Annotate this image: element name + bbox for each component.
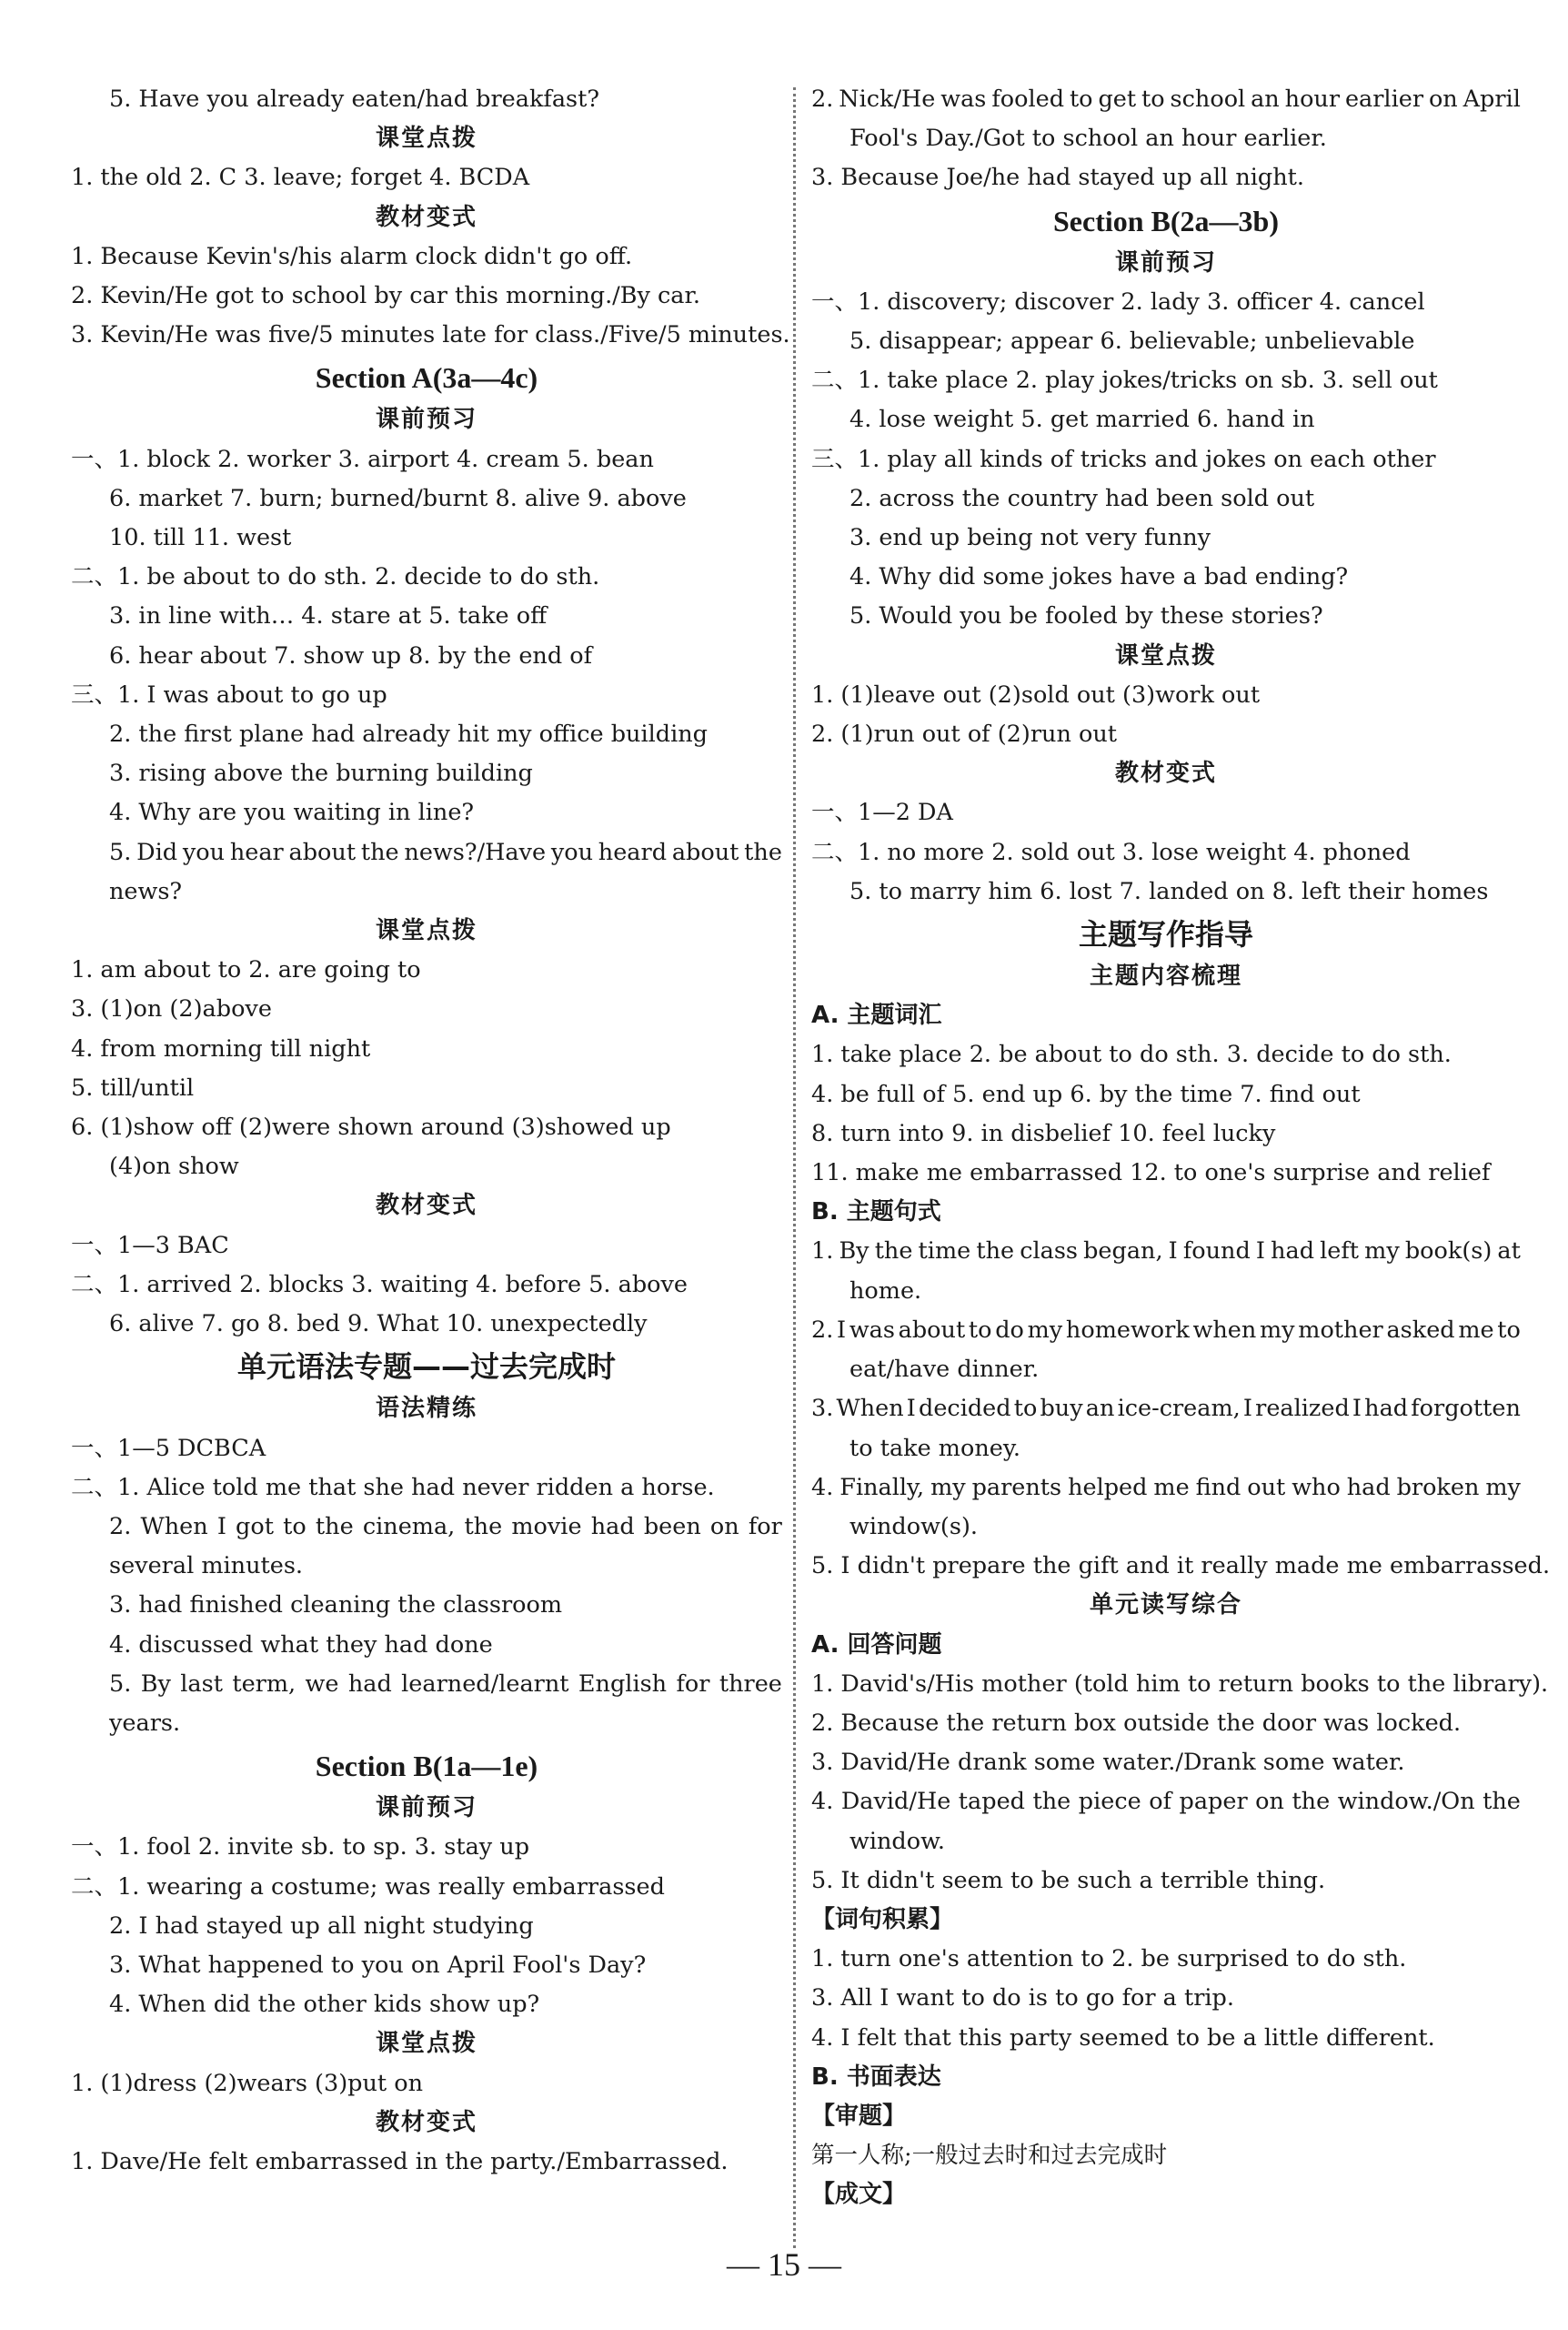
topic-title: 单元语法专题——过去完成时 bbox=[236, 1349, 616, 1385]
answer-line: 1. Dave/He felt embarrassed in the party./Embarrassed. bbox=[71, 2147, 729, 2175]
answer-line: 二、1. wearing a costume; was really embarrassed bbox=[71, 1872, 665, 1901]
answer-line: 6. (1)show off (2)were shown around (3)showed up bbox=[71, 1114, 671, 1142]
part-heading: A. 回答问题 bbox=[811, 1630, 942, 1659]
subsection-heading: 教材变式 bbox=[375, 2108, 477, 2136]
answer-line-indented: 3. had finished cleaning the classroom bbox=[109, 1591, 563, 1619]
part-heading: B. 主题句式 bbox=[811, 1198, 941, 1226]
subsection-heading: 教材变式 bbox=[375, 203, 477, 231]
answer-line: 1. the old 2. C 3. leave; forget 4. BCDA bbox=[71, 164, 530, 192]
answer-line-indented: 4. When did the other kids show up? bbox=[109, 1991, 540, 2019]
answer-line: 三、1. play all kinds of tricks and jokes on each other bbox=[811, 445, 1436, 473]
answer-line-indented: 3. in line with… 4. stare at 5. take off bbox=[109, 602, 548, 630]
subsection-heading: 课堂点拨 bbox=[1114, 641, 1217, 670]
answer-line-indented: (4)on show bbox=[109, 1153, 239, 1181]
answer-line: 二、1. Alice told me that she had never ridden a horse. bbox=[71, 1473, 715, 1501]
topic-title: 主题写作指导 bbox=[1078, 917, 1253, 953]
answer-line: 4. from morning till night bbox=[71, 1034, 371, 1063]
answer-line-indented: 4. Why did some jokes have a bad ending? bbox=[849, 563, 1349, 591]
answer-line: 一、1. discovery; discover 2. lady 3. officer 4. cancel bbox=[811, 287, 1425, 316]
answer-line-indented: 2. When I got to the cinema, the movie had been on for bbox=[109, 1512, 782, 1540]
answer-line-indented: to take money. bbox=[849, 1434, 1020, 1462]
section-title: Section A(3a—4c) bbox=[315, 361, 538, 395]
answer-line-indented: 10. till 11. west bbox=[109, 524, 292, 552]
answer-line: 1. David's/His mother (told him to return books to the library). bbox=[811, 1669, 1549, 1698]
answer-line-indented: 5. By last term, we had learned/learnt English for three bbox=[109, 1669, 782, 1698]
answer-line-indented: eat/have dinner. bbox=[849, 1356, 1040, 1384]
answer-line: 2. I was about to do my homework when my mother asked me to bbox=[811, 1316, 1521, 1344]
answer-line: 4. be full of 5. end up 6. by the time 7. find out bbox=[811, 1080, 1361, 1108]
part-heading: 【审题】 bbox=[811, 2102, 907, 2130]
answer-line: 11. make me embarrassed 12. to one's surprise and relief bbox=[811, 1159, 1491, 1187]
answer-line: 一、1—3 BAC bbox=[71, 1231, 229, 1259]
answer-line: 一、1—5 DCBCA bbox=[71, 1434, 266, 1462]
answer-line: 1. (1)leave out (2)sold out (3)work out bbox=[811, 681, 1261, 709]
answer-line: 3. All I want to do is to go for a trip. bbox=[811, 1984, 1234, 2012]
subsection-heading: 课前预习 bbox=[375, 1794, 477, 1822]
answer-line: 5. till/until bbox=[71, 1074, 195, 1102]
answer-line-indented: 3. end up being not very funny bbox=[849, 524, 1211, 552]
answer-line-indented: Fool's Day./Got to school an hour earlier. bbox=[849, 125, 1327, 153]
page-number: — 15 — bbox=[727, 2246, 841, 2283]
answer-line: 1. Because Kevin's/his alarm clock didn't go off. bbox=[71, 242, 633, 270]
subsection-heading: 语法精练 bbox=[375, 1395, 477, 1423]
subsection-heading: 课堂点拨 bbox=[375, 917, 477, 945]
answer-line-indented: news? bbox=[109, 877, 183, 905]
answer-line: 一、1. fool 2. invite sb. to sp. 3. stay up bbox=[71, 1833, 530, 1861]
answer-line: 4. Finally, my parents helped me find out who had broken my bbox=[811, 1473, 1521, 1501]
answer-line-indented: 2. I had stayed up all night studying bbox=[109, 1911, 534, 1940]
answer-line-indented: years. bbox=[109, 1709, 181, 1737]
answer-line-indented: several minutes. bbox=[109, 1552, 304, 1580]
answer-line: 二、1. take place 2. play jokes/tricks on sb. 3. sell out bbox=[811, 367, 1438, 395]
answer-line-indented: 5. Did you hear about the news?/Have you heard about the bbox=[109, 838, 782, 866]
answer-line: 三、1. I was about to go up bbox=[71, 681, 387, 709]
answer-line: 1. am about to 2. are going to bbox=[71, 956, 421, 984]
answer-line-indented: 4. Why are you waiting in line? bbox=[109, 799, 475, 827]
left-column bbox=[71, 80, 790, 2182]
right-column bbox=[811, 80, 1551, 2215]
answer-line: 1. (1)dress (2)wears (3)put on bbox=[71, 2069, 424, 2097]
answer-line-indented: 6. market 7. burn; burned/burnt 8. alive 9. above bbox=[109, 484, 687, 512]
answer-line-indented: window(s). bbox=[849, 1512, 978, 1540]
answer-line-indented: home. bbox=[849, 1276, 922, 1305]
answer-line: 3. (1)on (2)above bbox=[71, 995, 272, 1024]
answer-line: 2. Nick/He was fooled to get to school an hour earlier on April bbox=[811, 86, 1521, 113]
answer-line-indented: 3. rising above the burning building bbox=[109, 760, 533, 788]
answer-line: 二、1. no more 2. sold out 3. lose weight 4. phoned bbox=[811, 838, 1411, 866]
column-divider bbox=[793, 87, 796, 2248]
subsection-heading: 主题内容梳理 bbox=[1089, 963, 1242, 991]
answer-line-indented: 3. What happened to you on April Fool's Day? bbox=[109, 1951, 647, 1979]
subsection-heading: 单元读写综合 bbox=[1089, 1591, 1242, 1619]
answer-line-indented: 6. alive 7. go 8. bed 9. What 10. unexpectedly bbox=[109, 1310, 648, 1338]
answer-line: 3. When I decided to buy an ice-cream, I realized I had forgotten bbox=[811, 1395, 1521, 1423]
answer-line: 4. I felt that this party seemed to be a little different. bbox=[811, 2023, 1435, 2052]
answer-line-indented: 5. Have you already eaten/had breakfast? bbox=[109, 86, 600, 113]
answer-line: 二、1. arrived 2. blocks 3. waiting 4. before 5. above bbox=[71, 1270, 689, 1298]
answer-line-indented: 5. Would you be fooled by these stories? bbox=[849, 602, 1323, 630]
answer-line-indented: 4. discussed what they had done bbox=[109, 1630, 493, 1659]
answer-line: 5. It didn't seem to be such a terrible thing. bbox=[811, 1866, 1326, 1894]
subsection-heading: 课前预习 bbox=[1114, 248, 1217, 277]
answer-line: 1. turn one's attention to 2. be surprised to do sth. bbox=[811, 1945, 1407, 1973]
answer-line: 2. Because the return box outside the door was locked. bbox=[811, 1709, 1462, 1737]
answer-line-indented: window. bbox=[849, 1827, 945, 1855]
part-heading: A. 主题词汇 bbox=[811, 1002, 942, 1030]
section-title: Section B(2a—3b) bbox=[1053, 204, 1279, 237]
subsection-heading: 课堂点拨 bbox=[375, 2030, 477, 2058]
answer-line-indented: 6. hear about 7. show up 8. by the end of bbox=[109, 641, 593, 670]
answer-line: 3. Because Joe/he had stayed up all night. bbox=[811, 164, 1304, 192]
answer-line: 1. take place 2. be about to do sth. 3. decide to do sth. bbox=[811, 1041, 1452, 1069]
answer-line: 2. (1)run out of (2)run out bbox=[811, 721, 1118, 749]
answer-line-indented: 2. across the country had been sold out bbox=[849, 484, 1315, 512]
answer-line: 第一人称;一般过去时和过去完成时 bbox=[811, 2142, 1168, 2170]
answer-line: 一、1. block 2. worker 3. airport 4. cream 5. bean bbox=[71, 445, 654, 473]
answer-line-indented: 5. to marry him 6. lost 7. landed on 8. left their homes bbox=[849, 877, 1489, 905]
answer-line: 2. Kevin/He got to school by car this morning./By car. bbox=[71, 282, 700, 310]
answer-line: 3. David/He drank some water./Drank some water. bbox=[811, 1749, 1405, 1777]
subsection-heading: 课前预习 bbox=[375, 406, 477, 434]
answer-line-indented: 2. the first plane had already hit my office building bbox=[109, 721, 708, 749]
subsection-heading: 教材变式 bbox=[375, 1192, 477, 1220]
answer-line-indented: 5. disappear; appear 6. believable; unbelievable bbox=[849, 328, 1415, 356]
answer-line: 一、1—2 DA bbox=[811, 799, 953, 827]
section-title: Section B(1a—1e) bbox=[315, 1750, 538, 1783]
subsection-heading: 教材变式 bbox=[1114, 760, 1217, 788]
answer-line: 4. David/He taped the piece of paper on the window./On the bbox=[811, 1788, 1521, 1816]
part-heading: 【词句积累】 bbox=[811, 1905, 954, 1933]
answer-line: 1. By the time the class began, I found I had left my book(s) at bbox=[811, 1237, 1521, 1266]
answer-line: 二、1. be about to do sth. 2. decide to do sth. bbox=[71, 563, 600, 591]
answer-line: 3. Kevin/He was five/5 minutes late for class./Five/5 minutes. bbox=[71, 321, 790, 349]
part-heading: B. 书面表达 bbox=[811, 2063, 941, 2091]
subsection-heading: 课堂点拨 bbox=[375, 125, 477, 153]
answer-line: 5. I didn't prepare the gift and it really made me embarrassed. bbox=[811, 1552, 1551, 1580]
part-heading: 【成文】 bbox=[811, 2181, 907, 2209]
answer-line-indented: 4. lose weight 5. get married 6. hand in bbox=[849, 406, 1315, 434]
answer-line: 8. turn into 9. in disbelief 10. feel lucky bbox=[811, 1119, 1276, 1147]
